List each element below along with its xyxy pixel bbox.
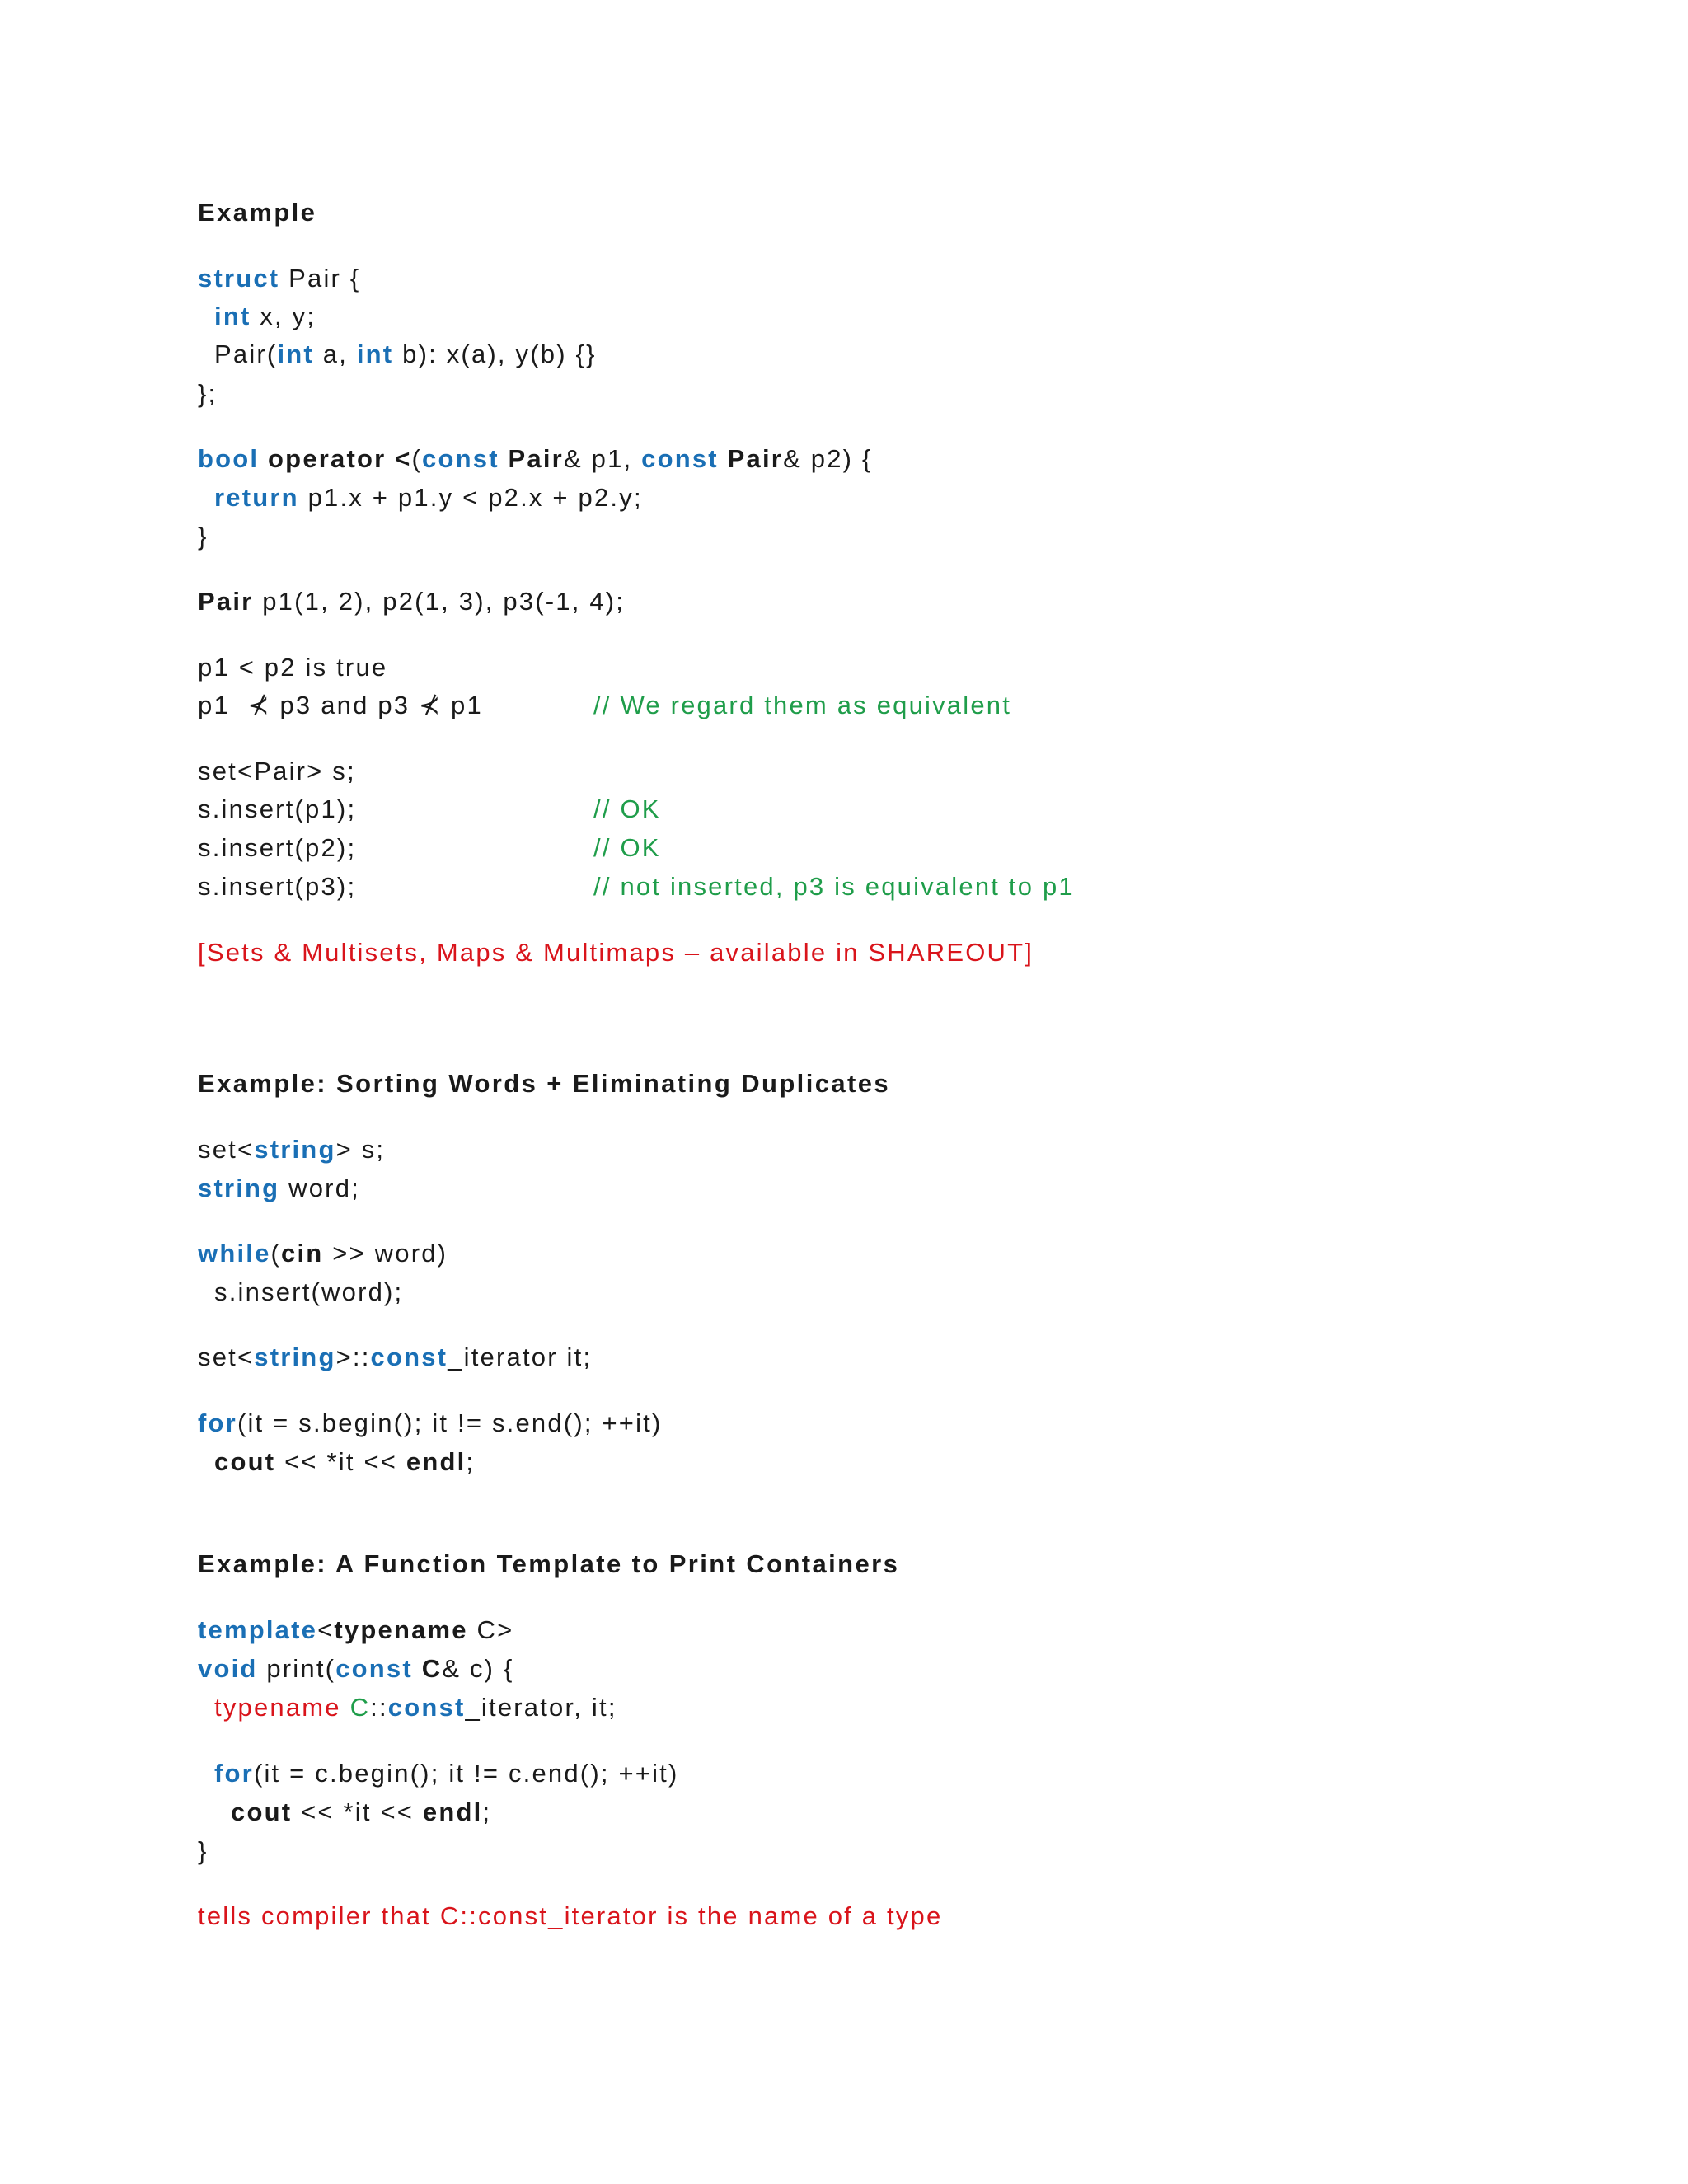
keyword: const (422, 444, 499, 473)
code-line-template (198, 1610, 513, 1650)
code-bold: Pair (198, 587, 254, 616)
keyword: int (214, 302, 251, 330)
keyword: for (198, 1408, 237, 1437)
code-line-func-close: } (198, 1836, 209, 1865)
code-line-insert-p1: s.insert(p1); (198, 794, 357, 823)
code-line-while (198, 1234, 448, 1273)
code-line-cout (214, 1442, 475, 1482)
code-text: >> word) (323, 1239, 448, 1268)
code-text: (it = c.begin(); it != c.end(); ++it) (253, 1759, 679, 1788)
keyword: string (198, 1174, 280, 1202)
keyword: struct (198, 264, 280, 293)
keyword: string (254, 1135, 336, 1164)
code-text: b): x(a), y(b) {} (393, 340, 597, 368)
keyword: const (335, 1654, 413, 1683)
code-bold: endl (406, 1447, 467, 1476)
code-text: :: (370, 1693, 388, 1722)
code-line-set-string (198, 1130, 385, 1169)
code-line-pairs (198, 582, 625, 621)
code-text: (it = s.begin(); it != s.end(); ++it) (237, 1408, 663, 1437)
keyword: while (198, 1239, 271, 1268)
code-comment: // OK (593, 833, 661, 862)
code-line-ctor (214, 335, 597, 374)
code-text: ; (466, 1447, 476, 1476)
code-line-void-print (198, 1649, 514, 1689)
code-line-cout (231, 1793, 491, 1832)
code-comment: // We regard them as equivalent (593, 691, 1012, 719)
code-text: a, (313, 340, 357, 368)
code-text: << *it << (275, 1447, 406, 1476)
code-text: & p1, (563, 444, 642, 473)
code-bold: typename (334, 1615, 468, 1644)
code-line-operator (198, 439, 873, 479)
keyword: const (387, 1693, 466, 1722)
keyword: void (198, 1654, 258, 1683)
code-line-struct-close: }; (198, 379, 218, 408)
shareout-note: [Sets & Multisets, Maps & Multimaps – available in SHAREOUT] (198, 938, 1034, 967)
code-line-for (214, 1754, 679, 1793)
section2-heading: Example: Sorting Words + Eliminating Duplicates (198, 1069, 890, 1098)
keyword: template (198, 1615, 318, 1644)
code-text: > s; (335, 1135, 386, 1164)
code-bold: operator < (259, 444, 412, 473)
code-line-insert-p3: s.insert(p3); (198, 872, 357, 901)
keyword: string (254, 1343, 336, 1371)
code-bold: cout (231, 1797, 293, 1826)
highlight-red: typename (214, 1693, 341, 1722)
code-text: word; (279, 1174, 360, 1202)
code-text: ( (270, 1239, 282, 1268)
code-text: & c) { (442, 1654, 514, 1683)
code-comment: // not inserted, p3 is equivalent to p1 (593, 872, 1075, 901)
code-line-iterator (198, 1338, 592, 1377)
code-line-typename-iterator (214, 1688, 617, 1727)
code-line-for (198, 1404, 663, 1443)
code-text: p1.x + p1.y < p2.x + p2.y; (298, 483, 643, 512)
code-text: C> (467, 1615, 514, 1644)
code-text: ( (411, 444, 423, 473)
keyword: const (370, 1343, 448, 1371)
code-line-string-word (198, 1169, 360, 1208)
keyword: for (214, 1759, 254, 1788)
keyword: const (641, 444, 719, 473)
code-text: _iterator, it; (465, 1693, 617, 1722)
typename-note: tells compiler that C::const_iterator is the name of a type (198, 1901, 943, 1930)
keyword: int (356, 340, 394, 368)
code-text: set< (198, 1135, 255, 1164)
code-bold: Pair (718, 444, 784, 473)
code-line-insert-word: s.insert(word); (214, 1277, 404, 1306)
code-text: ; (482, 1797, 492, 1826)
code-bold: C (412, 1654, 443, 1683)
code-text: >:: (335, 1343, 371, 1371)
code-bold: endl (422, 1797, 483, 1826)
code-text: & p2) { (783, 444, 873, 473)
keyword: return (214, 483, 299, 512)
code-text: Pair( (214, 340, 278, 368)
code-comment: // OK (593, 794, 661, 823)
code-line-compare-true: p1 < p2 is true (198, 653, 388, 682)
code-line-int-xy (214, 297, 316, 336)
section1-heading: Example (198, 198, 317, 227)
section3-heading: Example: A Function Template to Print Containers (198, 1549, 900, 1578)
keyword: bool (198, 444, 260, 473)
code-bold: cout (214, 1447, 276, 1476)
keyword: int (277, 340, 314, 368)
code-line-compare-equiv: p1 ⊀ p3 and p3 ⊀ p1 (198, 691, 483, 719)
code-text: Pair { (279, 264, 361, 293)
code-line-func-close: } (198, 522, 209, 551)
code-bold: cin (281, 1239, 324, 1268)
highlight-green: C (340, 1693, 371, 1722)
code-text: set< (198, 1343, 255, 1371)
code-text: _iterator it; (448, 1343, 593, 1371)
code-line-set-decl: set<Pair> s; (198, 757, 356, 785)
code-text: << *it << (292, 1797, 423, 1826)
code-line-return (214, 478, 643, 518)
code-line-struct (198, 259, 360, 298)
code-bold: Pair (499, 444, 564, 473)
code-text: p1(1, 2), p2(1, 3), p3(-1, 4); (253, 587, 626, 616)
code-text: x, y; (251, 302, 316, 330)
code-text: print( (257, 1654, 336, 1683)
code-line-insert-p2: s.insert(p2); (198, 833, 357, 862)
code-text: < (317, 1615, 335, 1644)
